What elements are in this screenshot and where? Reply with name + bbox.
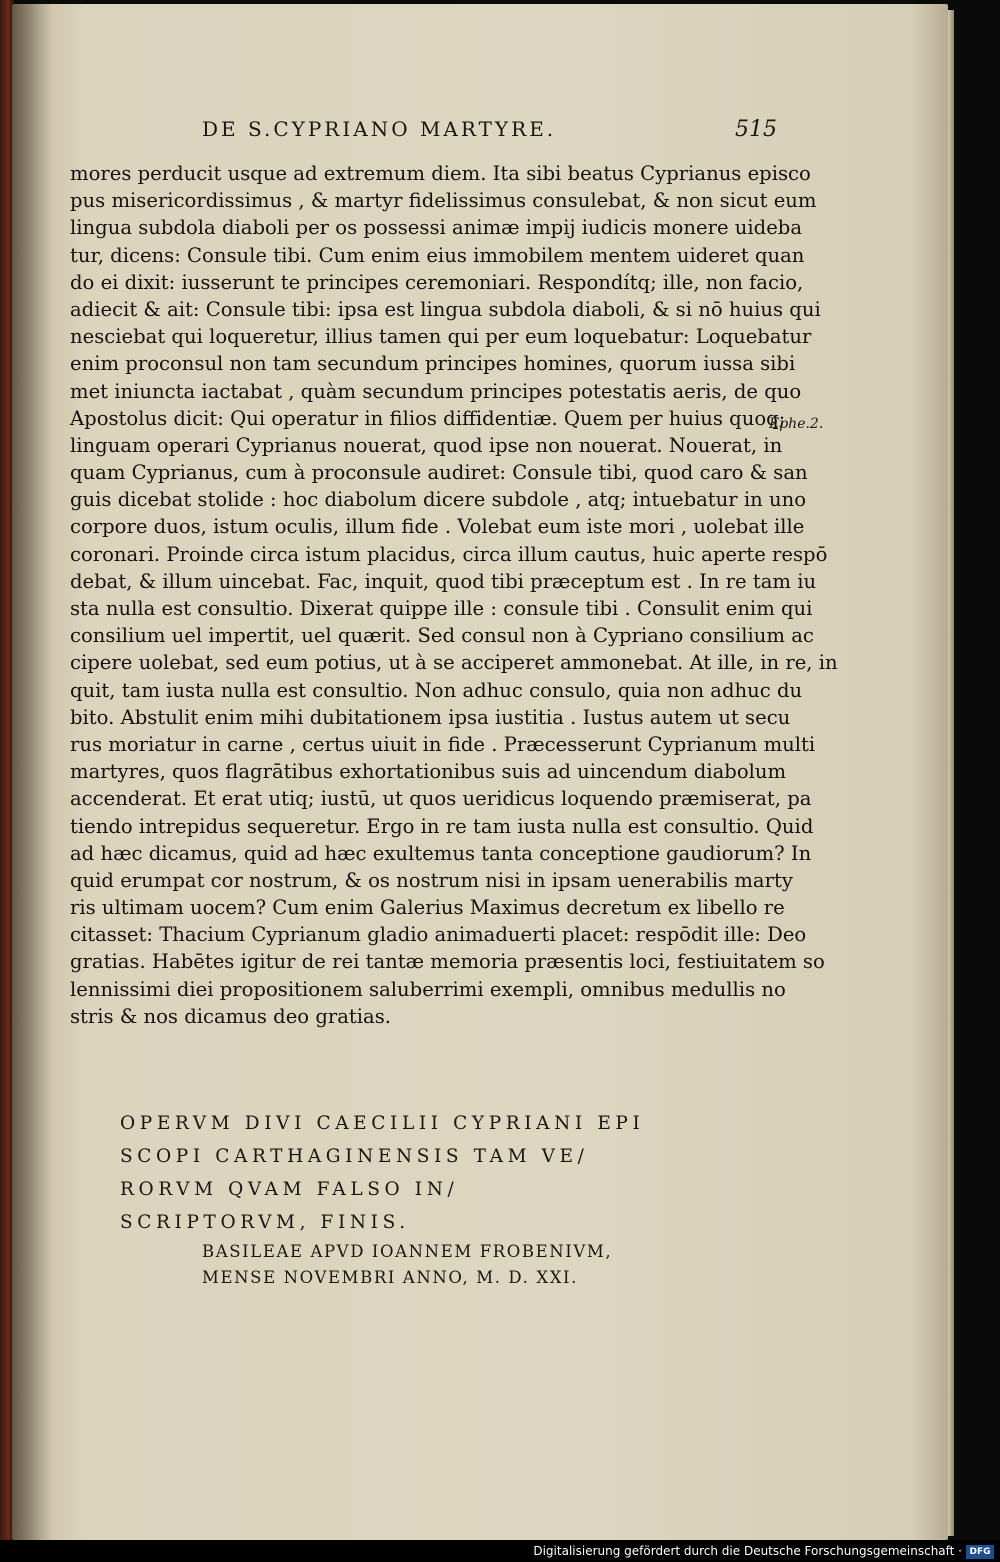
gutter-shadow [12,4,52,1540]
body-line: linguam operari Cyprianus nouerat, quod ipse non nouerat. Nouerat, in [70,433,783,457]
body-line: citasset: Thacium Cyprianum gladio animaduerti placet: respōdit ille: Deo [70,923,807,947]
body-line: adiecit & ait: Consule tibi: ipsa est lingua subdola diaboli, & si nō huius qui [70,297,821,321]
body-line: Apostolus dicit: Qui operatur in filios diffidentiæ. Quem per huius quoq; [70,406,786,430]
body-line: lennissimi diei propositionem saluberrimi exempli, omnibus medullis no [70,977,786,1001]
body-line: quam Cyprianus, cum à proconsule audiret: Consule tibi, quod caro & san [70,461,808,485]
body-line: coronari. Proinde circa istum placidus, circa illum cautus, huic aperte respō [70,542,828,566]
body-line: consilium uel impertit, uel quærit. Sed consul non à Cypriano consilium ac [70,624,814,648]
body-line: sta nulla est consultio. Dixerat quippe ille : consule tibi . Consulit enim qui [70,597,813,620]
body-line: lingua subdola diaboli per os possessi animæ impij iudicis monere uideba [70,216,803,240]
body-line: accenderat. Et erat utiq; iustū, ut quos ueridicus loquendo præmiserat, pa [70,787,812,811]
colophon-line: RORVM QVAM FALSO IN/ [120,1179,459,1200]
body-line: nesciebat qui loqueretur, illius tamen qui per eum loquebatur: Loquebatur [70,325,812,349]
imprint [202,1239,722,1291]
colophon-line: SCRIPTORVM, FINIS. [120,1212,410,1233]
body-line: stris & nos dicamus deo gratias. [70,1004,392,1028]
body-line: quid erumpat cor nostrum, & os nostrum nisi in ipsam uenerabilis marty [70,868,793,892]
page-number: 515 [735,117,777,142]
colophon-line: OPERVM DIVI CAECILII CYPRIANI EPI [120,1113,645,1134]
body-line: bito. Abstulit enim mihi dubitationem ipsa iustitia . Iustus autem ut secu [70,705,791,729]
body-line: tiendo intrepidus sequeretur. Ergo in re tam iusta nulla est consultio. Quid [70,814,814,838]
body-line: pus misericordissimus , & martyr fidelissimus consulebat, & non sicut eum [70,189,817,213]
marginal-note: Ephe.2. [769,416,824,432]
body-line: martyres, quos flagrātibus exhortationibus suis ad uincendum diabolum [70,760,787,784]
funding-notice: Digitalisierung gefördert durch die Deutsche Forschungsgemeinschaft · [533,1544,962,1558]
footer-bar [0,1540,1000,1562]
body-line: quit, tam iusta nulla est consultio. Non adhuc consulo, quia non adhuc du [70,678,803,702]
body-line: mores perducit usque ad extremum diem. Ita sibi beatus Cyprianus episco [70,162,811,185]
body-line: do ei dixit: iusserunt te principes ceremoniari. Respondítq; ille, non facio, [70,270,804,294]
body-line: enim proconsul non tam secundum principes homines, quorum iussa sibi [70,352,796,376]
body-line: gratias. Habētes igitur de rei tantæ memoria præsentis loci, festiuitatem so [70,950,825,974]
imprint-line: MENSE NOVEMBRI ANNO, M. D. XXI. [202,1268,579,1287]
running-title: DE S.CYPRIANO MARTYRE. [202,117,557,141]
colophon-line: SCOPI CARTHAGINENSIS TAM VE/ [120,1146,589,1167]
body-line: ad hæc dicamus, quid ad hæc exultemus tanta conceptione gaudiorum? In [70,841,812,865]
imprint-line: BASILEAE APVD IOANNEM FROBENIVM, [202,1242,613,1261]
colophon [120,1107,720,1239]
body-line: cipere uolebat, sed eum potius, ut à se acciperet ammonebat. At ille, in re, in [70,651,838,675]
body-line: corpore duos, istum oculis, illum fide . Volebat eum iste mori , uolebat ille [70,515,805,539]
page-edge [948,10,954,1536]
body-line: debat, & illum uincebat. Fac, inquit, quod tibi præceptum est . In re tam iu [70,569,817,593]
body-line: met iniuncta iactabat , quàm secundum principes potestatis aeris, de quo [70,379,802,403]
body-line: guis dicebat stolide : hoc diabolum dicere subdole , atq; intuebatur in uno [70,488,807,512]
body-line: rus moriatur in carne , certus uiuit in fide . Præcesserunt Cyprianum multi [70,732,816,756]
body-line: ris ultimam uocem? Cum enim Galerius Maximus decretum ex libello re [70,896,785,920]
body-line: tur, dicens: Consule tibi. Cum enim eius immobilem mentem uideret quan [70,243,805,267]
dfg-logo: DFG [966,1545,994,1559]
